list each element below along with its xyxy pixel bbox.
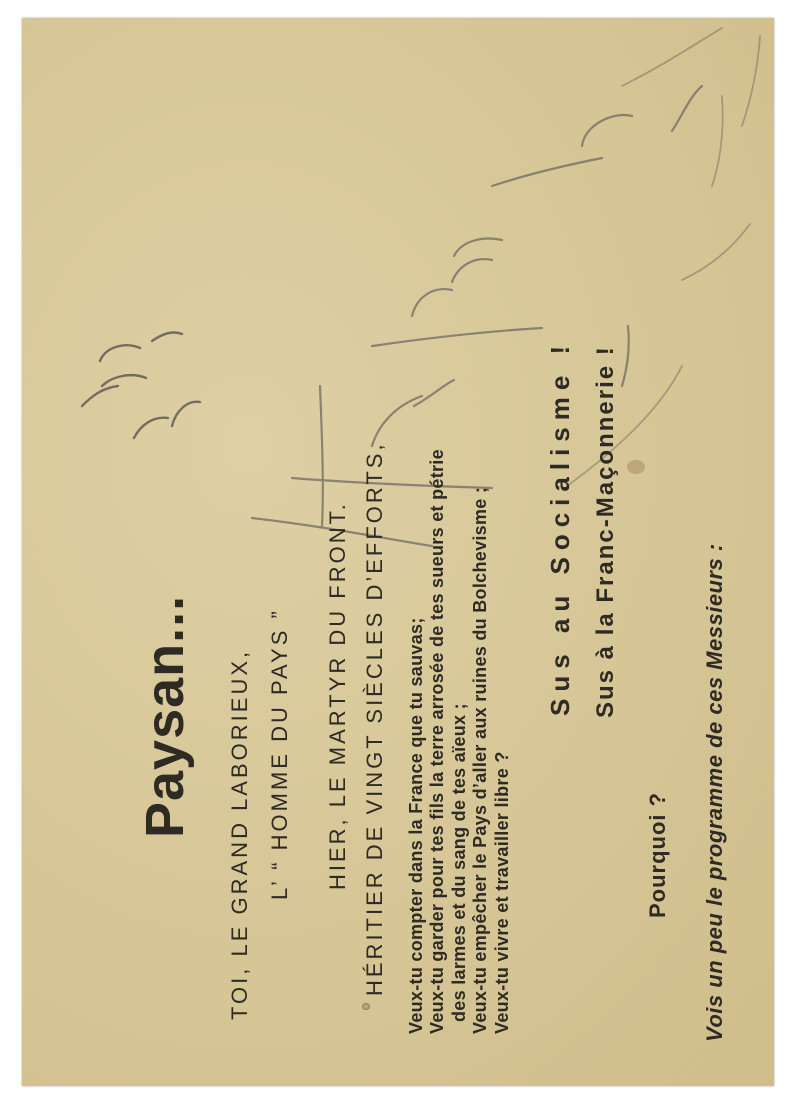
why-heading: Pourquoi ? xyxy=(645,791,670,918)
slogan-franc-maconnerie: Sus à la Franc-Maçonnerie ! xyxy=(592,345,619,718)
closing-line: Vois un peu le programme de ces Messieurs : xyxy=(702,543,727,1042)
question-line-3: des larmes et du sang de tes aïeux ; xyxy=(449,703,469,1022)
address-line-4: HÉRITIER DE VINGT SIÈCLES D’EFFORTS, xyxy=(362,441,387,996)
question-line-5: Veux-tu vivre et travailler libre ? xyxy=(492,751,512,1034)
question-line-1: Veux-tu compter dans la France que tu sauvas; xyxy=(406,617,426,1034)
pin-hole xyxy=(362,1003,370,1010)
address-line-1: TOI, LE GRAND LABORIEUX, xyxy=(227,648,252,1020)
rotated-leaflet-content xyxy=(22,18,774,1086)
question-line-4: Veux-tu empêcher le Pays d’aller aux ruines du Bolchevisme ; xyxy=(470,486,490,1034)
slogan-socialisme: Sus au Socialisme ! xyxy=(545,338,575,716)
pencil-annotations xyxy=(22,18,774,1086)
address-line-2: L’ “ HOMME DU PAYS ” xyxy=(267,608,292,900)
paper-stain xyxy=(627,460,645,474)
leaflet-title: Paysan... xyxy=(135,594,195,838)
leaflet-sheet xyxy=(22,18,774,1086)
address-line-3: HIER, LE MARTYR DU FRONT. xyxy=(325,501,350,890)
question-line-2: Veux-tu garder pour tes fils la terre arrosée de tes sueurs et pétrie xyxy=(427,449,447,1034)
